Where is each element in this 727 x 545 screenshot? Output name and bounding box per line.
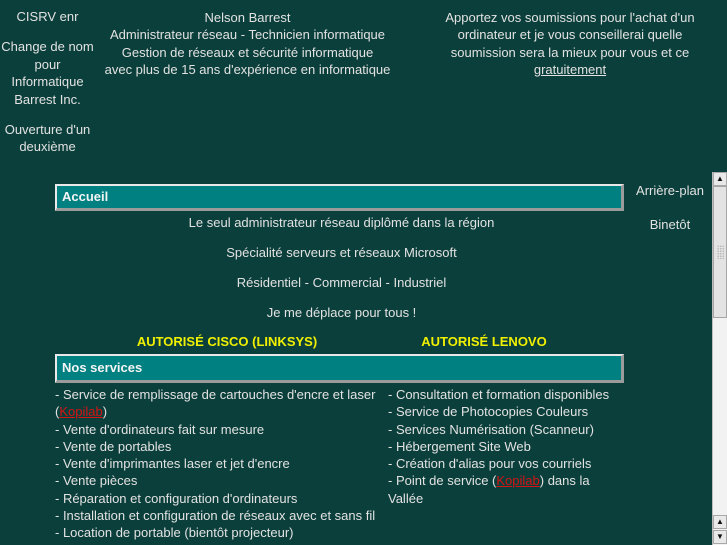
header-center xyxy=(95,9,400,79)
service-item: - Consultation et formation disponibles xyxy=(388,387,610,402)
service-item: - Vente d'imprimantes laser et jet d'encre xyxy=(55,456,290,472)
service-item: - Hébergement Site Web xyxy=(388,438,531,454)
scrollbar-thumb[interactable] xyxy=(713,186,727,318)
service-item: - Vente d'ordinateurs fait sur mesure xyxy=(55,421,265,437)
service-item: - Location de portable (bientôt projecteur) xyxy=(55,525,294,541)
sidebar-item-arriere-plan: Arrière-plan xyxy=(636,183,704,198)
offer-line-2: ordinateur et je vous conseillerai quelle xyxy=(457,27,683,43)
accueil-section-header: Accueil xyxy=(55,184,624,211)
service-item: - Service de remplissage de cartouches d'encre et laser (Kopilab) xyxy=(55,387,376,420)
owner-specialty: Gestion de réseaux et sécurité informatique xyxy=(121,44,374,60)
scroll-up-arrow-bottom-icon[interactable]: ▲ xyxy=(713,515,727,529)
intro-block xyxy=(55,215,628,335)
service-item: - Vente de portables xyxy=(55,438,172,454)
sidebar-item-binetot: Binetôt xyxy=(649,217,691,232)
service-item: - Vente pièces xyxy=(55,473,138,489)
header-left-notes xyxy=(0,8,95,168)
service-item: - Point de service (Kopilab) dans la Vallée xyxy=(388,473,590,506)
gratuitement-link[interactable]: gratuitement xyxy=(533,62,607,78)
header-right-offer xyxy=(410,9,727,79)
intro-line: Résidentiel - Commercial - Industriel xyxy=(236,275,447,290)
service-item: - Service de Photocopies Couleurs xyxy=(388,404,589,420)
content-scrollbar[interactable] xyxy=(712,172,727,545)
kopilab-link[interactable]: Kopilab xyxy=(496,473,540,489)
service-item: - Réparation et configuration d'ordinateurs xyxy=(55,490,298,506)
scroll-up-arrow-icon[interactable]: ▲ xyxy=(713,172,727,186)
content-frame xyxy=(0,172,712,545)
offer-line-3: soumission sera la mieux pour vous et ce xyxy=(450,44,690,60)
grip-icon xyxy=(717,245,724,259)
kopilab-link[interactable]: Kopilab xyxy=(59,404,103,420)
services-list-left xyxy=(55,386,391,542)
service-item: - Création d'alias pour vos courriels xyxy=(388,456,592,472)
second-opening-note: Ouverture d'un deuxième xyxy=(4,121,91,154)
name-change-note: Change de nom pour Informatique Barrest Inc. xyxy=(1,39,94,107)
authorized-lenovo: AUTORISÉ LENOVO xyxy=(421,334,547,349)
company-name: CISRV enr xyxy=(16,9,79,24)
service-item: - Services Numérisation (Scanneur) xyxy=(388,421,594,437)
owner-name: Nelson Barrest xyxy=(204,10,291,25)
owner-experience: avec plus de 15 ans d'expérience en informatique xyxy=(104,62,391,78)
services-section-header: Nos services xyxy=(55,354,624,383)
intro-line: Spécialité serveurs et réseaux Microsoft xyxy=(226,245,457,260)
services-list-right xyxy=(388,386,628,507)
offer-line-1: Apportez vos soumissions pour l'achat d'un xyxy=(445,10,695,25)
intro-line: Le seul administrateur réseau diplômé dans la région xyxy=(188,215,495,230)
authorized-cisco: AUTORISÉ CISCO (LINKSYS) xyxy=(136,334,318,349)
owner-title: Administrateur réseau - Technicien informatique xyxy=(109,27,386,43)
scroll-down-arrow-icon[interactable]: ▼ xyxy=(713,530,727,544)
service-item: - Installation et configuration de réseaux avec et sans fil xyxy=(55,508,376,524)
intro-line: Je me déplace pour tous ! xyxy=(266,305,417,320)
